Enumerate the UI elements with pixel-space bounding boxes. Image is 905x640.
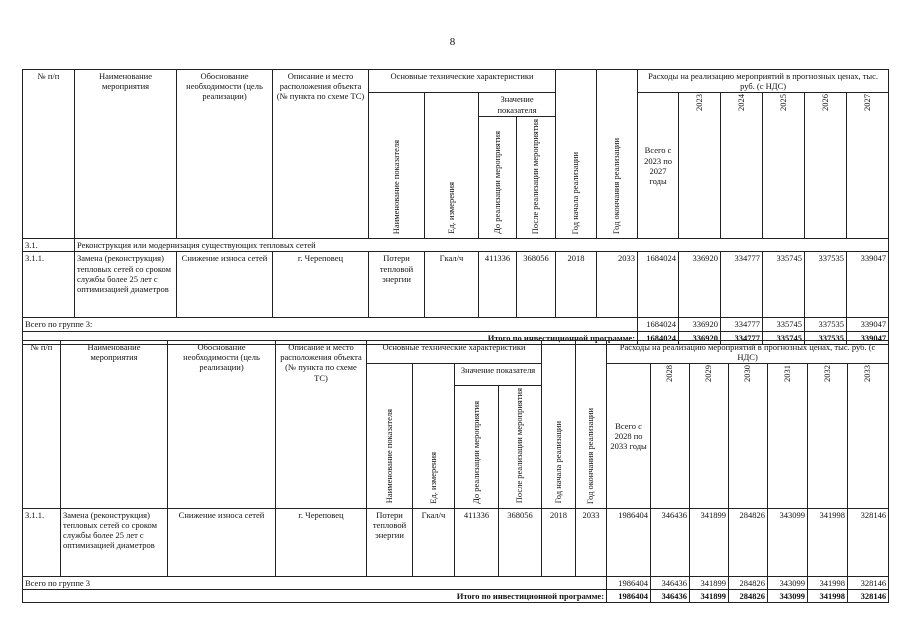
grand-total-2030: 284826 — [729, 590, 768, 603]
row-before: 411336 — [479, 252, 517, 318]
header-year-2031: 2031 — [768, 364, 808, 508]
group-total-sum: 1986404 — [607, 576, 651, 589]
row-after: 368056 — [499, 508, 542, 576]
grand-total-2028: 346436 — [651, 590, 690, 603]
header-name: Наименование мероприятия — [75, 70, 177, 239]
row-year-start: 2018 — [556, 252, 597, 318]
header-indicator-value: Значение показателя — [479, 93, 556, 116]
grand-total-label: Итого по инвестиционной программе: — [23, 590, 607, 603]
header-year-2027: 2027 — [847, 93, 889, 239]
header-indicator-name: Наименование показателя — [369, 93, 425, 239]
header-year-2029: 2029 — [690, 364, 729, 508]
group-total-sum: 1684024 — [638, 318, 679, 331]
header-year-2026: 2026 — [805, 93, 847, 239]
header-total: Всего с 2023 по 2027 годы — [638, 93, 679, 239]
group-total-row — [23, 576, 889, 589]
group-total-2032: 341998 — [808, 576, 848, 589]
group-total-2026: 337535 — [805, 318, 847, 331]
header-justification: Обоснование необходимости (цель реализации) — [177, 70, 273, 239]
group-total-label: Всего по группе 3 — [23, 576, 607, 589]
row-indicator: Потери тепловой энергии — [367, 508, 413, 576]
grand-total-sum: 1986404 — [607, 590, 651, 603]
header-year-2023: 2023 — [679, 93, 721, 239]
row-year-start: 2018 — [542, 508, 576, 576]
row-value-2024: 334777 — [721, 252, 763, 318]
row-value-2032: 341998 — [808, 508, 848, 576]
group-total-2024: 334777 — [721, 318, 763, 331]
row-name: Замена (реконструкция) тепловых сетей со сроком службы более 25 лет с оптимизацией диаметров — [61, 508, 168, 576]
row-value-2027: 339047 — [847, 252, 889, 318]
header-year-2025: 2025 — [763, 93, 805, 239]
grand-total-2031: 343099 — [768, 590, 808, 603]
header-year-end: Год окончания реализации — [576, 341, 607, 509]
header-year-2032: 2032 — [808, 364, 848, 508]
grand-total-2027: 339047 — [847, 331, 889, 344]
grand-total-2033: 328146 — [848, 590, 889, 603]
row-location: г. Череповец — [276, 508, 367, 576]
header-after: После реализации мероприятия — [517, 116, 556, 238]
row-value-2025: 335745 — [763, 252, 805, 318]
grand-total-2032: 341998 — [808, 590, 848, 603]
table-row — [23, 508, 889, 576]
header-year-start: Год начала реализации — [542, 341, 576, 509]
row-year-end: 2033 — [597, 252, 638, 318]
group-total-2029: 341899 — [690, 576, 729, 589]
header-before: До реализации мероприятия — [479, 116, 517, 238]
page-number: 8 — [449, 36, 456, 48]
header-before: До реализации мероприятия — [455, 386, 499, 508]
group-total-2023: 336920 — [679, 318, 721, 331]
row-value-2033: 328146 — [848, 508, 889, 576]
group-total-2027: 339047 — [847, 318, 889, 331]
row-location: г. Череповец — [273, 252, 369, 318]
row-total: 1986404 — [607, 508, 651, 576]
header-year-2033: 2033 — [848, 364, 889, 508]
investment-table-2028-2033 — [22, 340, 889, 603]
header-unit: Ед. измерения — [413, 364, 455, 508]
header-tech-chars: Основные технические характеристики — [369, 70, 556, 93]
header-description: Описание и место расположения объекта (№ пункта по схеме ТС) — [276, 341, 367, 509]
row-indicator: Потери тепловой энергии — [369, 252, 425, 318]
row-value-2023: 336920 — [679, 252, 721, 318]
header-expenses: Расходы на реализацию мероприятий в прогнозных ценах, тыс. руб. (с НДС) — [607, 341, 889, 364]
row-value-2030: 284826 — [729, 508, 768, 576]
row-before: 411336 — [455, 508, 499, 576]
header-name: Наименование мероприятия — [61, 341, 168, 509]
grand-total-2026: 337535 — [805, 331, 847, 344]
grand-total-2025: 335745 — [763, 331, 805, 344]
row-num: 3.1.1. — [23, 252, 75, 318]
group-total-label: Всего по группе 3: — [23, 318, 638, 331]
row-value-2029: 341899 — [690, 508, 729, 576]
header-expenses: Расходы на реализацию мероприятий в прогнозных ценах, тыс. руб. (с НДС) — [638, 70, 889, 93]
row-value-2028: 346436 — [651, 508, 690, 576]
row-value-2031: 343099 — [768, 508, 808, 576]
header-after: После реализации мероприятия — [499, 386, 542, 508]
grand-total-2023: 336920 — [679, 331, 721, 344]
grand-total-label: Итого по инвестиционной программе: — [23, 331, 638, 344]
header-indicator-name: Наименование показателя — [367, 364, 413, 508]
row-after: 368056 — [517, 252, 556, 318]
header-tech-chars: Основные технические характеристики — [367, 341, 542, 364]
row-year-end: 2033 — [576, 508, 607, 576]
row-num: 3.1.1. — [23, 508, 61, 576]
header-unit: Ед. измерения — [425, 93, 479, 239]
group-total-2031: 343099 — [768, 576, 808, 589]
group-total-2033: 328146 — [848, 576, 889, 589]
header-year-2024: 2024 — [721, 93, 763, 239]
group-total-2030: 284826 — [729, 576, 768, 589]
group-total-2025: 335745 — [763, 318, 805, 331]
header-year-start: Год начала реализации — [556, 70, 597, 239]
grand-total-sum: 1684024 — [638, 331, 679, 344]
header-justification: Обоснование необходимости (цель реализации) — [168, 341, 276, 509]
header-description: Описание и место расположения объекта (№ пункта по схеме ТС) — [273, 70, 369, 239]
header-num: № п/п — [23, 70, 75, 239]
section-title: Реконструкция или модернизация существующих тепловых сетей — [75, 239, 889, 252]
row-total: 1684024 — [638, 252, 679, 318]
row-unit: Гкал/ч — [425, 252, 479, 318]
header-num: № п/п — [23, 341, 61, 509]
investment-table-2023-2027 — [22, 69, 889, 345]
group-total-2028: 346436 — [651, 576, 690, 589]
row-justification: Снижение износа сетей — [177, 252, 273, 318]
header-year-2028: 2028 — [651, 364, 690, 508]
header-year-2030: 2030 — [729, 364, 768, 508]
row-value-2026: 337535 — [805, 252, 847, 318]
header-indicator-value: Значение показателя — [455, 364, 542, 386]
row-name: Замена (реконструкция) тепловых сетей со сроком службы более 25 лет с оптимизацией диаметров — [75, 252, 177, 318]
grand-total-2029: 341899 — [690, 590, 729, 603]
row-unit: Гкал/ч — [413, 508, 455, 576]
section-num: 3.1. — [23, 239, 75, 252]
row-justification: Снижение износа сетей — [168, 508, 276, 576]
grand-total-row — [23, 590, 889, 603]
grand-total-2024: 334777 — [721, 331, 763, 344]
table-row — [23, 252, 889, 318]
group-total-row — [23, 318, 889, 331]
header-year-end: Год окончания реализации — [597, 70, 638, 239]
header-total: Всего с 2028 по 2033 годы — [607, 364, 651, 508]
